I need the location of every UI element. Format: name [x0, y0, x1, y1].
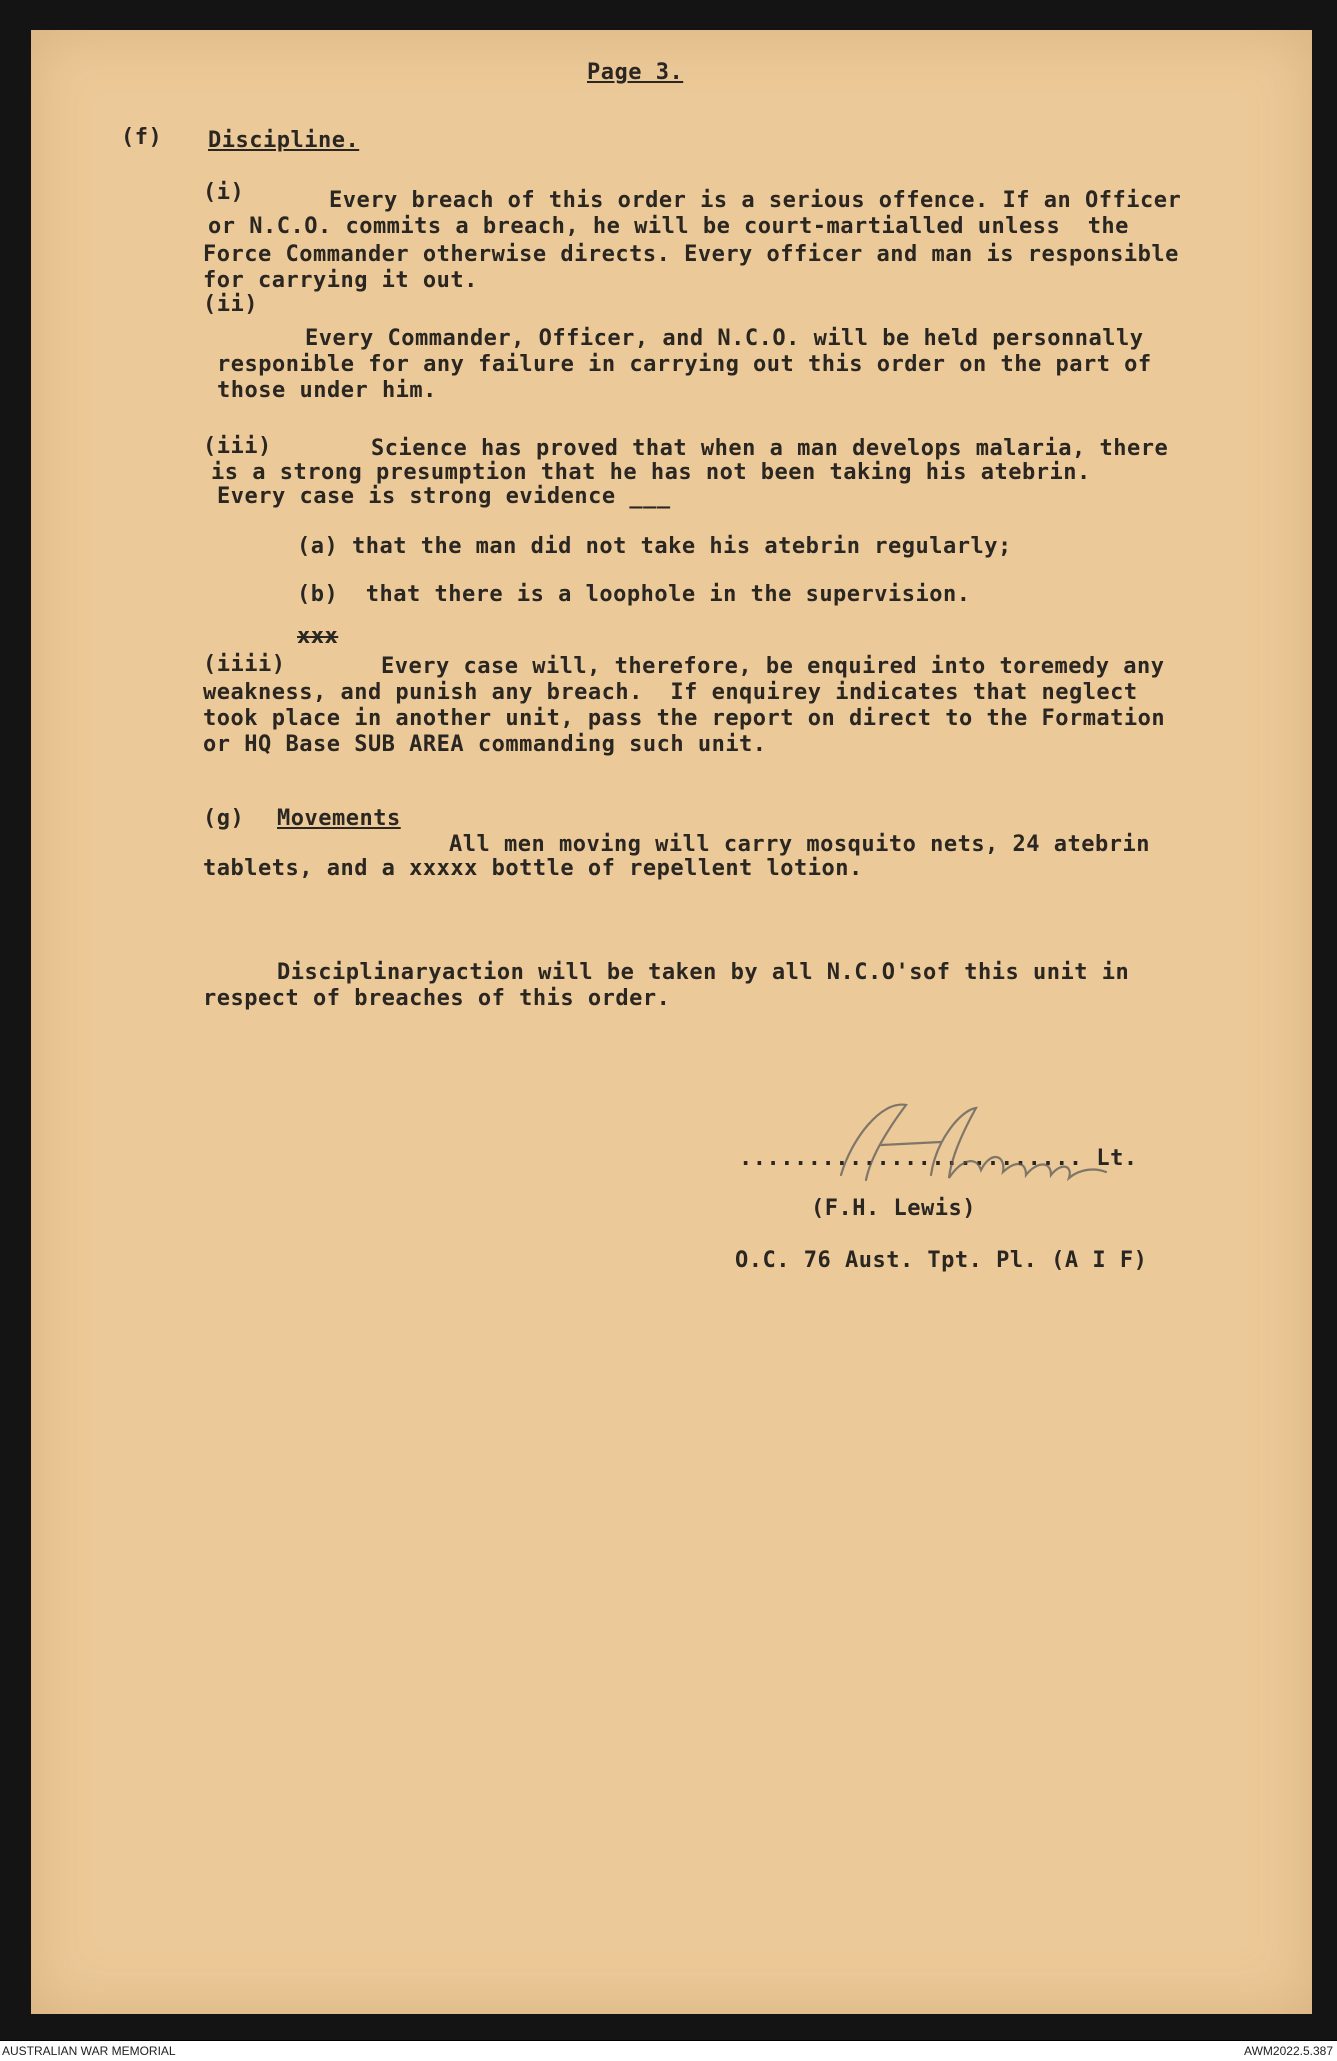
item-ii-label: (ii) — [203, 292, 258, 317]
item-iii-line3: Every case is strong evidence ___ — [217, 484, 671, 509]
item-ii-line3: those under him. — [217, 378, 437, 403]
section-g-marker: (g) — [203, 806, 245, 831]
section-g-line1: All men moving will carry mosquito nets, 24 atebrin — [449, 832, 1151, 857]
item-iiii-label: (iiii) — [203, 652, 286, 677]
item-i-line1: Every breach of this order is a serious offence. If an Officer — [329, 188, 1182, 213]
signatory-name: (F.H. Lewis) — [811, 1196, 976, 1221]
item-ii-line2: responible for any failure in carrying out this order on the part of — [217, 352, 1152, 377]
item-iiii-line4: or HQ Base SUB AREA commanding such unit. — [203, 732, 767, 757]
section-f-marker: (f) — [121, 125, 163, 150]
item-i-line4: for carrying it out. — [203, 268, 478, 293]
item-iiii-line1: Every case will, therefore, be enquired into toremedy any — [381, 654, 1165, 679]
struck-typing-mark: xxx — [297, 624, 339, 649]
item-i-line2: or N.C.O. commits a breach, he will be court-martialled unless the — [208, 214, 1129, 239]
item-iii-sub-b: (b) that there is a loophole in the supervision. — [297, 582, 971, 607]
page-number: Page 3. — [587, 60, 684, 85]
handwritten-signature — [811, 1080, 1131, 1200]
section-g-heading: Movements — [277, 806, 401, 831]
section-f-heading: Discipline. — [208, 128, 360, 153]
footer-archive-name: AUSTRALIAN WAR MEMORIAL — [2, 2044, 176, 2058]
item-iiii-line3: took place in another unit, pass the report on direct to the Formation — [203, 706, 1166, 731]
item-ii-line1: Every Commander, Officer, and N.C.O. will be held personnally — [305, 326, 1144, 351]
item-iii-line2: is a strong presumption that he has not been taking his atebrin. — [211, 460, 1091, 485]
footer-reference-number: AWM2022.5.387 — [1244, 2044, 1333, 2058]
item-iiii-line2: weakness, and punish any breach. If enquirey indicates that neglect — [203, 680, 1138, 705]
signatory-title: O.C. 76 Aust. Tpt. Pl. (A I F) — [735, 1248, 1148, 1273]
signature-dots-rank: ......................... Lt. — [739, 1146, 1138, 1171]
section-g-line2: tablets, and a xxxxx bottle of repellent lotion. — [203, 856, 863, 881]
item-iii-sub-a: (a) that the man did not take his atebrin regularly; — [297, 534, 1012, 559]
item-iii-line1: Science has proved that when a man develops malaria, there — [371, 436, 1169, 461]
archive-footer — [0, 2041, 1337, 2061]
document-page — [31, 30, 1312, 2014]
item-i-label: (i) — [203, 180, 245, 205]
closing-line1: Disciplinaryaction will be taken by all N.C.O'sof this unit in — [277, 960, 1130, 985]
item-i-line3: Force Commander otherwise directs. Every officer and man is responsible — [203, 242, 1179, 267]
item-iii-label: (iii) — [203, 434, 272, 459]
closing-line2: respect of breaches of this order. — [203, 986, 671, 1011]
